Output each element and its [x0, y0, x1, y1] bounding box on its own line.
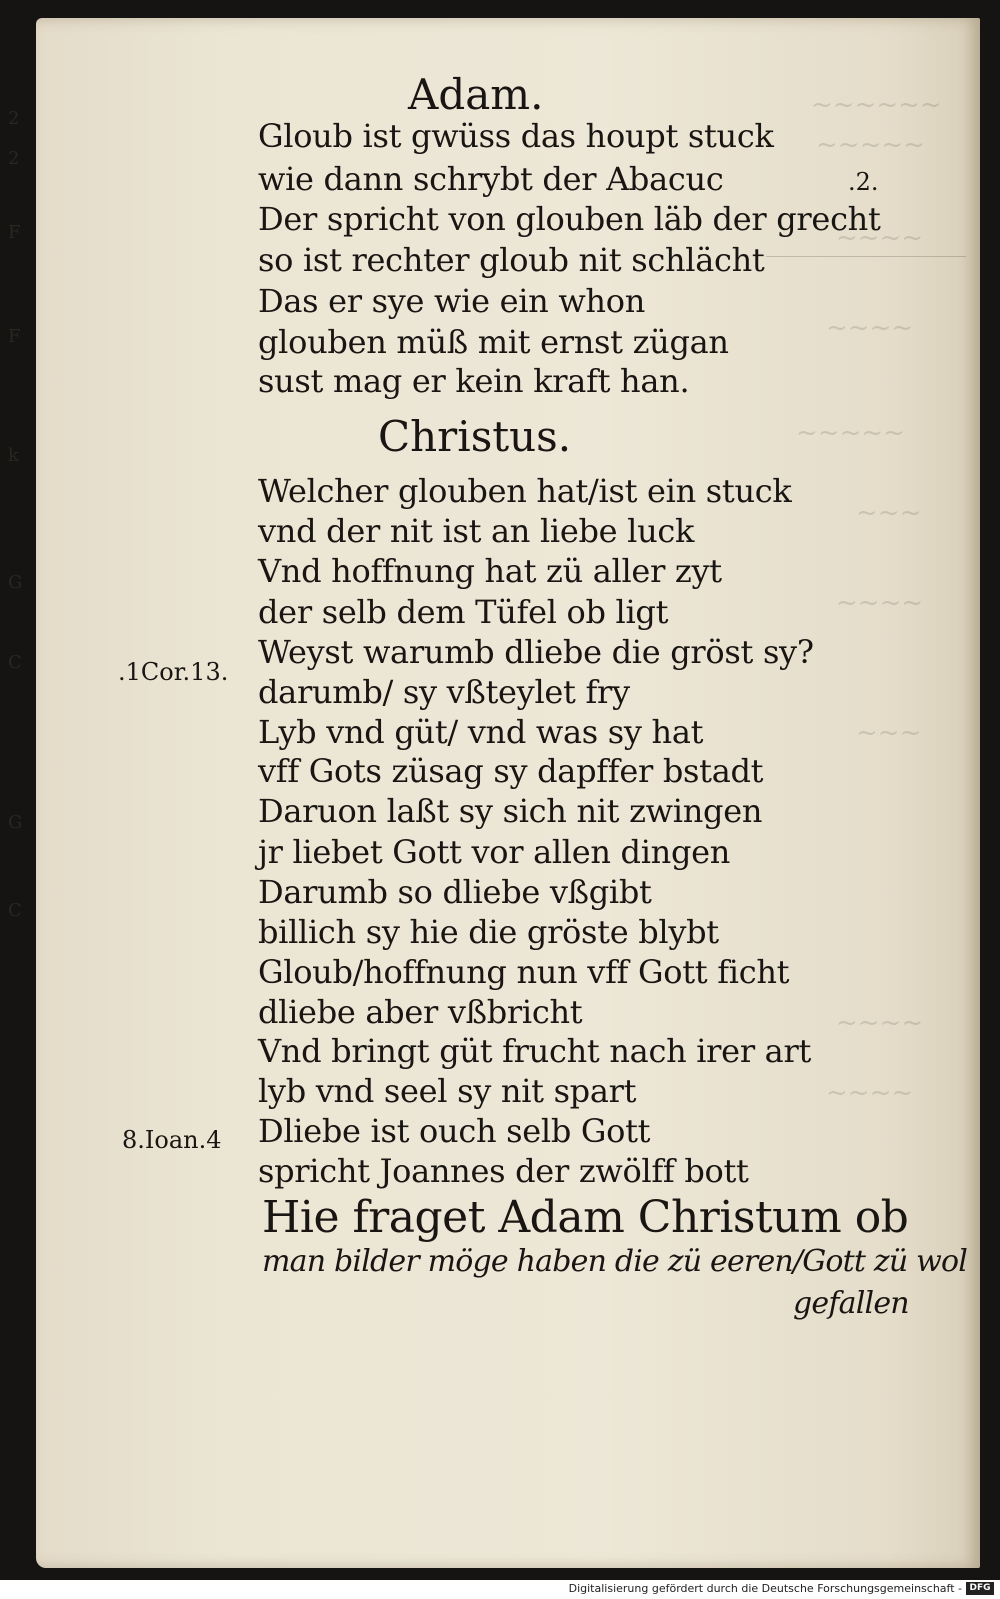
verse-line: Vnd hoffnung hat zü aller zyt: [258, 552, 722, 590]
verse-line: billich sy hie die gröste blybt: [258, 913, 719, 951]
verse-line: vff Gots züsag sy dapffer bstadt: [258, 752, 764, 790]
show-through-text: ~~~~~: [796, 418, 905, 448]
heading-christus: Christus.: [378, 412, 572, 461]
verse-line: sust mag er kein kraft han.: [258, 362, 690, 400]
show-through-text: ~~~~: [836, 1008, 924, 1038]
verse-line: so ist rechter gloub nit schlächt: [258, 241, 765, 279]
verse-line: Gloub/hoffnung nun vff Gott ficht: [258, 953, 790, 991]
closing-line-end: gefallen: [793, 1286, 909, 1321]
edge-mark: F: [8, 326, 21, 347]
heading-adam: Adam.: [408, 70, 544, 119]
show-through-text: ~~~~: [836, 588, 924, 618]
verse-line: Daruon laßt sy sich nit zwingen: [258, 792, 763, 830]
verse-line: wie dann schrybt der Abacuc: [258, 160, 724, 198]
edge-mark: 2: [8, 148, 20, 169]
verse-line: darumb/ sy vßteylet fry: [258, 673, 630, 711]
verse-line: Lyb vnd güt/ vnd was sy hat: [258, 713, 704, 751]
margin-note-joan: 8.Ioan.4: [122, 1126, 222, 1154]
verse-line: Der spricht von glouben läb der grecht: [258, 200, 881, 238]
show-through-text: ~~~: [856, 718, 922, 748]
edge-mark: k: [8, 445, 19, 466]
verse-line: Weyst warumb dliebe die gröst sy?: [258, 633, 814, 671]
verse-line: Vnd bringt güt frucht nach irer art: [258, 1032, 812, 1070]
show-through-text: ~~~~~: [816, 130, 925, 160]
show-through-text: ~~~: [856, 498, 922, 528]
closing-line: man bilder möge haben die zü eeren/Gott zü wol: [262, 1244, 968, 1279]
edge-mark: G: [8, 572, 23, 593]
show-through-text: ~~~~: [826, 1078, 914, 1108]
verse-line: der selb dem Tüfel ob ligt: [258, 593, 669, 631]
verse-line: glouben müß mit ernst zügan: [258, 323, 729, 361]
margin-note-cor: .1Cor.13.: [118, 658, 229, 686]
closing-heading: Hie fraget Adam Christum ob: [262, 1192, 909, 1243]
verse-line: Darumb so dliebe vßgibt: [258, 873, 652, 911]
verse-line: spricht Joannes der zwölff bott: [258, 1152, 749, 1190]
footer-credit: Digitalisierung gefördert durch die Deutsche Forschungsgemeinschaft -: [568, 1582, 962, 1595]
verse-line: Das er sye wie ein whon: [258, 282, 646, 320]
show-through-text: ~~~~~~: [811, 90, 942, 120]
verse-line: jr liebet Gott vor allen dingen: [258, 833, 731, 871]
verse-line: dliebe aber vßbricht: [258, 993, 583, 1031]
show-through-text: ~~~~: [836, 223, 924, 253]
edge-mark: C: [8, 900, 22, 921]
verse-line: lyb vnd seel sy nit spart: [258, 1072, 637, 1110]
verse-line: vnd der nit ist an liebe luck: [258, 512, 695, 550]
edge-mark: G: [8, 812, 23, 833]
edge-mark: C: [8, 652, 22, 673]
show-through-text: ~~~~: [826, 313, 914, 343]
show-through-rule: [766, 256, 966, 257]
dfg-logo: DFG: [966, 1582, 994, 1595]
edge-mark: 2: [8, 108, 20, 129]
verse-line: Gloub ist gwüss das houpt stuck: [258, 117, 774, 155]
edge-mark: F: [8, 222, 21, 243]
margin-note-abacuc: .2.: [848, 168, 879, 196]
verse-line: Welcher glouben hat/ist ein stuck: [258, 472, 792, 510]
verse-line: Dliebe ist ouch selb Gott: [258, 1112, 651, 1150]
